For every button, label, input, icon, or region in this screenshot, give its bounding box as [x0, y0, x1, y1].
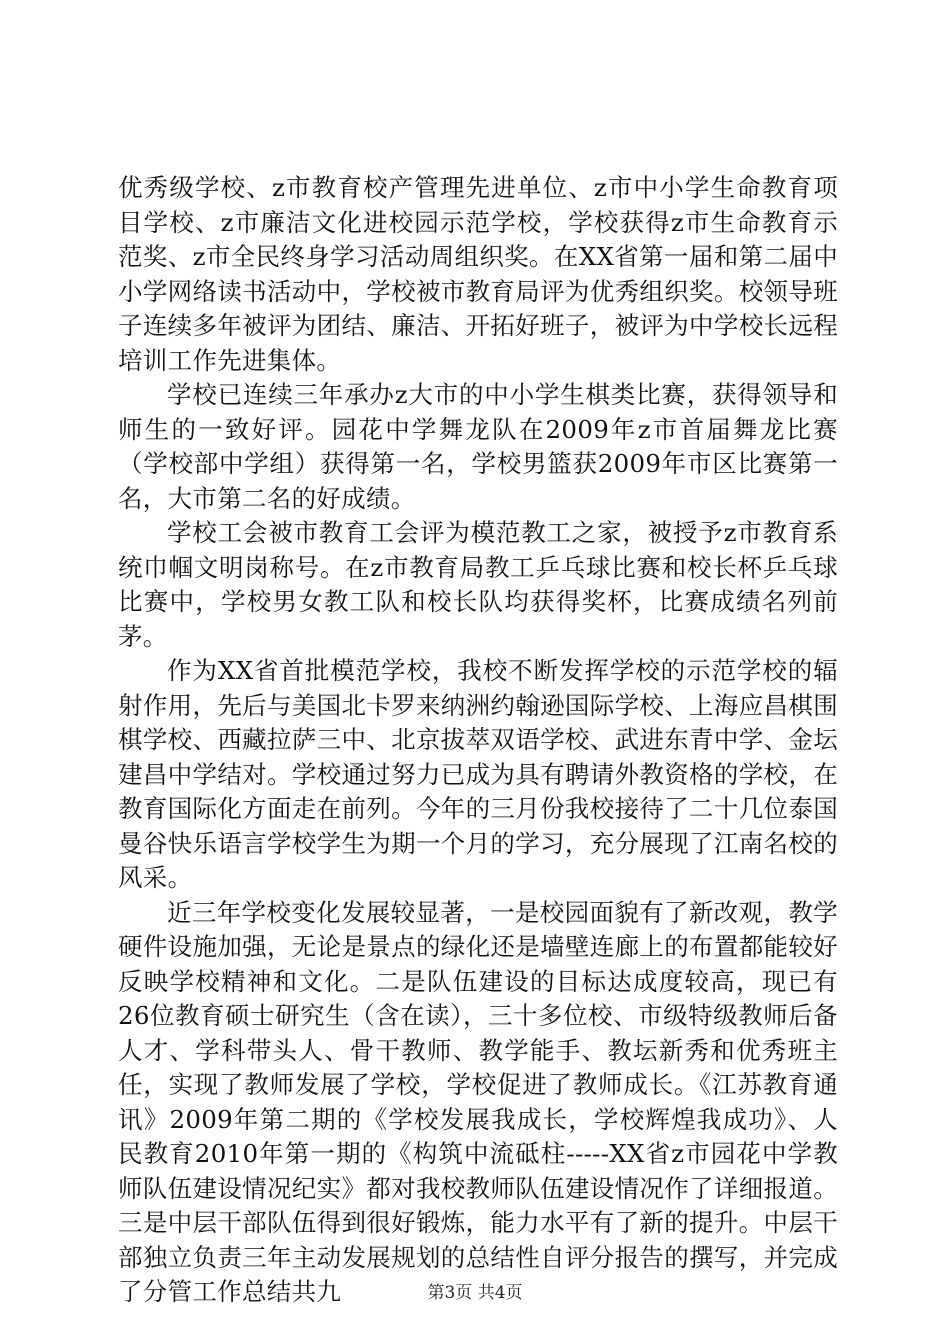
paragraph-2: 学校已连续三年承办z大市的中小学生棋类比赛，获得领导和师生的一致好评。园花中学舞龙队在2009年z市首届舞龙比赛（学校部中学组）获得第一名，学校男篮获2009年市区比赛第一名，大市第二名的好成绩。 [118, 380, 838, 513]
paragraph-1: 优秀级学校、z市教育校产管理先进单位、z市中小学生命教育项目学校、z市廉洁文化进校园示范学校，学校获得z市生命教育示范奖、z市全民终身学习活动周组织奖。在XX省第一届和第二届中小学网络读书活动中，学校被市教育局评为优秀组织奖。校领导班子连续多年被评为团结、廉洁、开拓好班子，被评为中学校长远程培训工作先进集体。 [118, 173, 838, 375]
page-number-footer: 第3页 共4页 [427, 1283, 523, 1303]
paragraph-5: 近三年学校变化发展较显著，一是校园面貌有了新改观，教学硬件设施加强，无论是景点的绿化还是墙壁连廊上的布置都能较好反映学校精神和文化。二是队伍建设的目标达成度较高，现已有26位教育硕士研究生（含在读），三十多位校、市级特级教师后备人才、学科带头人、骨干教师、教学能手、教坛新秀和优秀班主任，实现了教师发展了学校，学校促进了教师成长。《江苏教育通讯》2009年第二期的《学校发展我成长，学校辉煌我成功》、人民教育2010年第一期的《构筑中流砥柱-----XX省z市园花中学教师队伍建设情况纪实》都对我校教师队伍建设情况作了详细报道。三是中层干部队伍得到很好锻炼，能力水平有了新的提升。中层干部独立负责三年主动发展规划的总结性自评分报告的撰写，并完成了分管工作总结共九 [118, 897, 838, 1306]
document-body [118, 171, 838, 1310]
paragraph-4: 作为XX省首批模范学校，我校不断发挥学校的示范学校的辐射作用，先后与美国北卡罗来纳洲约翰逊国际学校、上海应昌棋围棋学校、西藏拉萨三中、北京拔萃双语学校、武进东青中学、金坛建昌中学结对。学校通过努力已成为具有聘请外教资格的学校，在教育国际化方面走在前列。今年的三月份我校接待了二十几位泰国曼谷快乐语言学校学生为期一个月的学习，充分展现了江南名校的风采。 [118, 656, 838, 892]
paragraph-3: 学校工会被市教育工会评为模范教工之家，被授予z市教育系统巾帼文明岗称号。在z市教育局教工乒乓球比赛和校长杯乒乓球比赛中，学校男女教工队和校长队均获得奖杯，比赛成绩名列前茅。 [118, 518, 838, 651]
